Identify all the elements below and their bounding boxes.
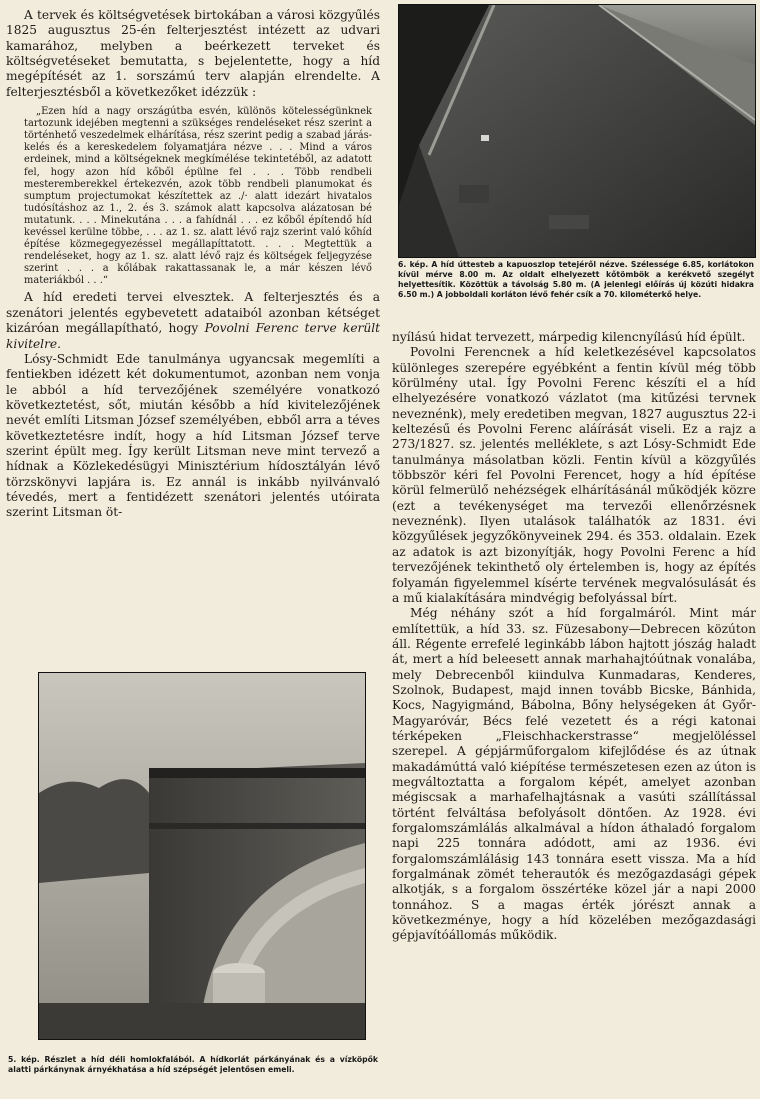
quoted-submission: „Ezen híd a nagy országútba esvén, különös kötelességünknek tartozunk idejében megtenni a szükséges rendeléseket rész szerint a történhető veszedelmek elhárítása, rész szerint pedig a szabad járás-kelés és a kereskedelem folyamatjára nézve . . . Mind a város erdeinek, mind a költségeknek megkímélése tekintetéből, az adatott fel, hogy azon híd kőből épülne fel . . . Több rendbeli mesteremberekkel értekezvén, azok több rendbeli planumokat és sumptum projectumokat készítettek az ./· alatt idezárt hivatalos tudósításhoz az 1., 2. és 3. számok alatt kapcsolva alázatosan bé mutatunk. . . . Minekutána . . . a fahídnál . . . ez kőből építendő híd kevéssel kerülne többe, . . . az 1. sz. alatt lévő rajz szerint való kőhíd építése közmegegyezéssel megállapíttatott. . . . Megtettük a rendeléseket, hogy az 1. sz. alatt lévő rajz és költségek feljegyzése szerint . . . a kőlábak rakattassanak le, a már készen lévő materiákból . . .“ xyxy=(24,106,372,287)
paragraph-2-text: A híd eredeti tervei elvesztek. A felterjesztés és a szenátori jelentés egybevetett adataiból azonban kétséget kizáróan megállapítható, hogy xyxy=(6,290,380,336)
figure-5-photo xyxy=(38,672,366,1040)
paragraph-1: A tervek és költségvetések birtokában a városi közgyűlés 1825 augusztus 25-én felterjesztést intézett az udvari kamarához, melyben a beérkezett terveket és költségvetéseket bemutatta, s bejelentette, hogy a híd megépítését az 1. sorszámú terv alapján elrendelte. A felterjesztésből a következőket idézzük : xyxy=(6,8,380,99)
paragraph-4: Povolni Ferencnek a híd keletkezésével kapcsolatos különleges szerepére egyébként a fentin kívül még több körülmény utal. Így Povolni Ferenc készíti el a híd elhelyezésére vonatkozó vázlatot (ma kitűzési tervnek neveznénk), mely eredetiben megvan, 1827 augusztus 22-i keltezésű és Povolni Ferenc aláírását viseli. Ez a rajz a 273/1827. sz. jelentés melléklete, s azt Lósy-Schmidt Ede tanulmánya másolatban közli. Fentin kívül a közgyűlés többször kéri fel Povolni Ferencet, hogy a híd építése körül felmerülő nehézségek elhárításánál működjék közre (ezt a tevékenységet ma tervezői ellenőrzésnek neveznénk). Ilyen utalások találhatók az 1831. évi közgyűlések jegyzőkönyveinek 294. és 353. oldalain. Ezek az adatok is azt bizonyítják, hogy Povolni Ferenc a híd tervezőjének tekinthető oly értelemben is, hogy az építés folyamán figyelemmel kísérte tervének megvalósulását és a mű kialakítására mindvégig befolyással bírt. xyxy=(392,345,756,605)
figure-6-caption: 6. kép. A híd úttesteb a kapuoszlop tetejéről nézve. Szélessége 6.85, korlátokon kívül mérve 8.00 m. Az oldalt elhelyezett kőtömbök a kerékvető szegélyt helyettesítik. Közöttük a távolság 5.80 m. (A jelenlegi előírás új közúti hidakra 6.50 m.) A jobboldali korláton lévő fehér csík a 70. kilométerkő helye. xyxy=(398,260,754,299)
paragraph-3-continued: nyílású hidat tervezett, márpedig kilencnyílású híd épült. xyxy=(392,330,746,344)
figure-6-photo xyxy=(398,4,756,258)
paragraph-5: Még néhány szót a híd forgalmáról. Mint már említettük, a híd 33. sz. Füzesabony—Debrecen közúton áll. Régente errefelé leginkább lábon hajtott jószág haladt át, mert a híd beleesett annak marhahajtóútnak vonalába, mely Debrecenből kiindulva Kunmadaras, Kenderes, Szolnok, Budapest, majd innen tovább Bicske, Bánhida, Kocs, Nagyigmánd, Bábolna, Bőny helységeken át Győr-Magyaróvár, Bécs felé vezetett és a régi katonai térképeken „Fleischhackerstrasse“ megjelöléssel szerepel. A gépjárműforgalom kifejlődése és az útnak makadámúttá való kiépítése természetesen ezen az úton is megváltoztatta a forgalom képét, amelyet azonban mégiscsak a marhafelhajtásnak a vasúti szállítással történt felváltása befolyásolt döntően. Az 1928. évi forgalomszámlálás alkalmával a hídon áthaladó forgalom napi 225 tonnára adódott, ami az 1936. évi forgalomszámlálásig 143 tonnára esett vissza. Ma a híd forgalmának zömét teherautók és mezőgazdasági gépek alkotják, s a forgalom összértéke közel jár a napi 2000 tonnához. S a magas érték jórészt annak a következménye, hogy a híd közelében mezőgazdasági gépjavítóállomás működik. xyxy=(392,606,756,943)
paragraph-2-emphasis: Povolni Ferenc terve került kivitelre. xyxy=(6,321,380,351)
figure-5-caption: 5. kép. Részlet a híd déli homlokfalából. A hídkorlát párkányának és a vízköpők alatti párkánynak árnyékhatása a híd szépségét jelentősen emeli. xyxy=(8,1055,378,1074)
left-column xyxy=(6,0,380,521)
paragraph-3: Lósy-Schmidt Ede tanulmánya ugyancsak megemlíti a fentiekben idézett két dokumentumot, azonban nem vonja le abból a híd tervezőjének személyére vonatkozó következtetést, sőt, miután később a híd kivitelezőjének nevét említi Litsman József személyében, ebből arra a téves következtetésre indít, hogy a híd Litsman József terve szerint épült meg. Így került Litsman neve mint tervező a hídnak a Közlekedésügyi Minisztérium hídosztályán lévő törzskönyvi lapjára is. Ez annál is inkább nyilvánvaló tévedés, mert a fentidézett szenátori jelentés utóirata szerint Litsman öt- xyxy=(6,351,380,520)
right-column xyxy=(392,330,756,944)
paragraph-2 xyxy=(6,290,380,351)
